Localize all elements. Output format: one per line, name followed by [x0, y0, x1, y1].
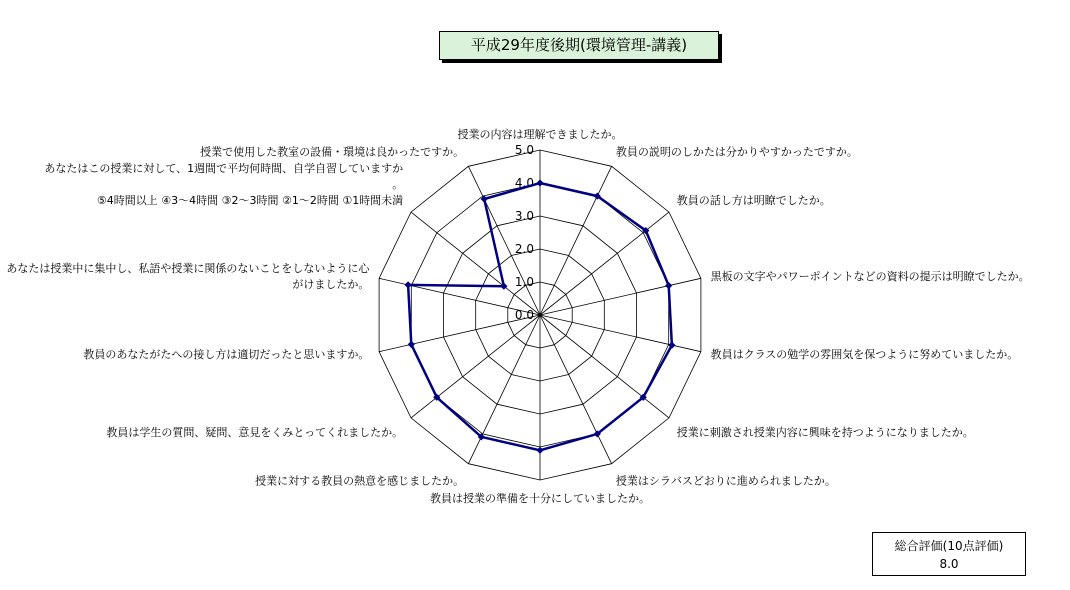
data-point [536, 179, 543, 186]
axis-spoke [540, 278, 701, 315]
tick-label: 1.0 [514, 275, 534, 289]
axis-label: 教員の説明のしかたは分かりやすかったですか。 [615, 145, 858, 159]
tick-label: 2.0 [514, 242, 534, 256]
overall-score-label: 総合評価(10点評価) [894, 539, 1004, 553]
axis-label: 授業に刺激され授業内容に興味を持つようになりましたか。 [676, 426, 974, 440]
axis-label: 授業に対する教員の熱意を感じましたか。 [255, 474, 465, 488]
overall-score-value: 8.0 [939, 557, 959, 571]
data-point [404, 281, 411, 288]
data-point [536, 447, 543, 454]
axis-spoke [411, 315, 540, 418]
axis-label: あなたは授業中に集中し、私語や授業に関係のないことをしないように心がけましたか。 [6, 262, 370, 292]
axis-label: 教員は学生の質問、疑問、意見をくみとってくれましたか。 [106, 426, 404, 440]
axis-spoke [540, 212, 669, 315]
axis-label: 教員はクラスの勉学の雰囲気を保つように努めていましたか。 [710, 347, 1019, 361]
chart-title: 平成29年度後期(環境管理-講義) [439, 31, 719, 60]
tick-label: 5.0 [514, 143, 534, 157]
axis-label: 授業の内容は理解できましたか。 [457, 128, 623, 141]
axis-label: 教員の話し方は明瞭でしたか。 [676, 193, 831, 207]
tick-label: 0.0 [514, 308, 534, 322]
overall-score-box [872, 532, 1026, 576]
axis-label: あなたはこの授業に対して、1週間で平均何時間、自学自習していますか。 ⑤4時間以上 ④3～4時間 ③2～3時間 ②1～2時間 ①1時間未満 [44, 161, 404, 207]
radar-tick-labels [515, 143, 534, 322]
axis-label: 教員は授業の準備を十分にしていましたか。 [430, 492, 650, 505]
axis-label: 教員のあなたがたへの接し方は適切だったと思いますか。 [83, 347, 370, 361]
axis-label: 授業で使用した教室の設備・環境は良かったですか。 [200, 145, 465, 159]
axis-spoke [540, 315, 669, 418]
axis-label: 黒板の文字やパワーポイントなどの資料の提示は明瞭でしたか。 [710, 270, 1030, 284]
tick-label: 3.0 [514, 209, 534, 223]
tick-label: 4.0 [514, 176, 534, 190]
data-point [665, 282, 672, 289]
axis-label: 授業はシラバスどおりに進められましたか。 [615, 474, 836, 488]
axis-spoke [540, 315, 701, 352]
axis-spoke [411, 212, 540, 315]
